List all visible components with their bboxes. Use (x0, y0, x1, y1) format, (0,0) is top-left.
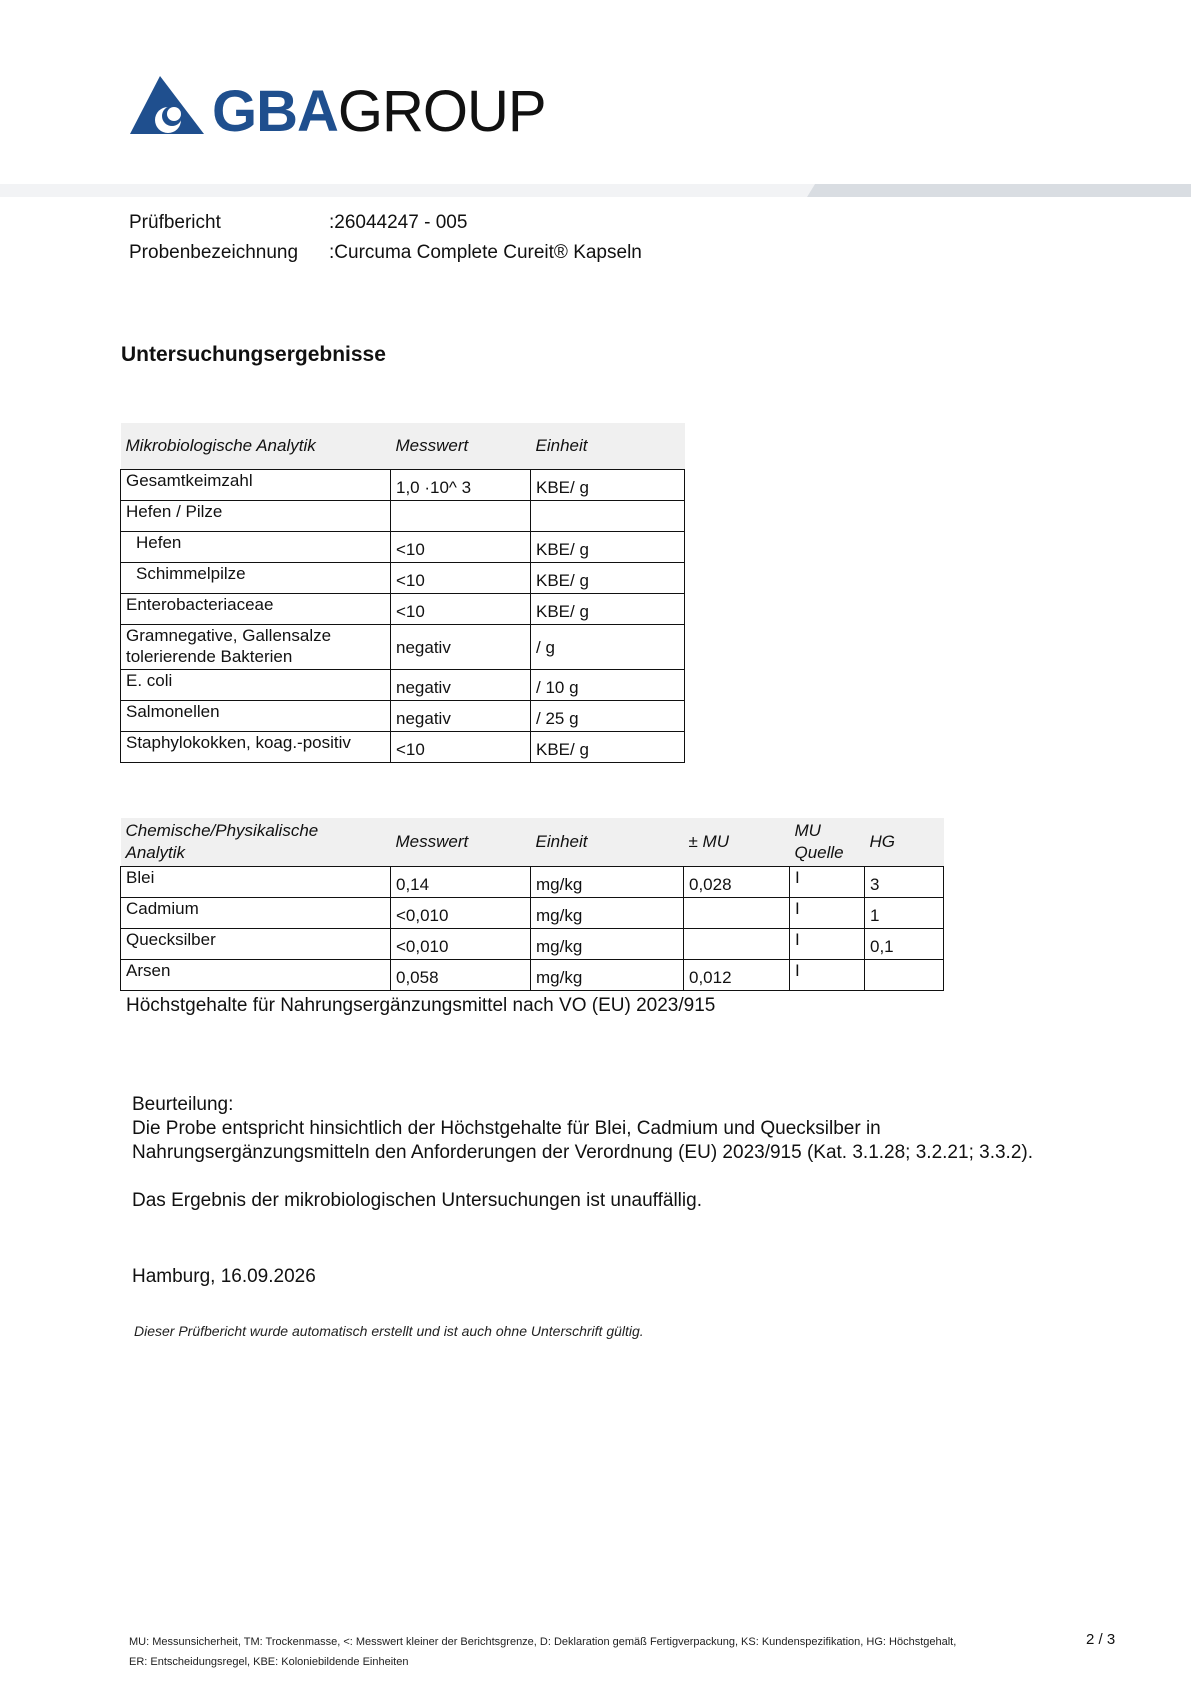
report-meta (129, 208, 642, 268)
micro-value: <10 (391, 532, 531, 563)
micro-unit (531, 501, 685, 532)
table-row (121, 670, 685, 701)
chem-hg: 1 (865, 898, 944, 929)
table-row (121, 470, 685, 501)
micro-name (121, 563, 391, 594)
footer-line-2: ER: Entscheidungsregel, KBE: Koloniebildende Einheiten (129, 1656, 409, 1668)
chem-mu: 0,012 (684, 960, 790, 991)
sample-label: Probenbezeichnung (129, 242, 299, 263)
micro-header-einheit: Einheit (531, 423, 685, 470)
chem-header-mu-quelle-line1: MU (794, 821, 821, 840)
micro-header-row (121, 423, 685, 470)
chem-unit: mg/kg (531, 898, 684, 929)
micro-header-messwert: Messwert (391, 423, 531, 470)
footer-legend (129, 1632, 1029, 1672)
assessment-line-3: Das Ergebnis der mikrobiologischen Untersuchungen ist unauffällig. (132, 1190, 702, 1211)
table-row (121, 532, 685, 563)
micro-value: negativ (391, 670, 531, 701)
micro-value (391, 501, 531, 532)
chem-unit: mg/kg (531, 867, 684, 898)
chem-hg (865, 960, 944, 991)
chem-hg: 3 (865, 867, 944, 898)
chem-header-mu: ± MU (684, 818, 790, 867)
report-number-row (129, 208, 642, 238)
table-row (121, 898, 944, 929)
chem-value: 0,058 (391, 960, 531, 991)
micro-value: <10 (391, 563, 531, 594)
micro-name-line2: tolerierende Bakterien (126, 647, 293, 666)
micro-value: <10 (391, 594, 531, 625)
micro-unit: / 25 g (531, 701, 685, 732)
chem-mu (684, 929, 790, 960)
logo-wordmark (212, 80, 546, 144)
table-row (121, 625, 685, 670)
table-row (121, 960, 944, 991)
company-logo (130, 76, 560, 146)
chem-table (120, 818, 944, 991)
chem-header-einheit: Einheit (531, 818, 684, 867)
assessment-line-1: Die Probe entspricht hinsichtlich der Höchstgehalte für Blei, Cadmium und Quecksilber in (132, 1118, 881, 1139)
micro-subname: Schimmelpilze (136, 564, 246, 583)
logo-brand-light: GROUP (337, 79, 546, 144)
chem-value: 0,14 (391, 867, 531, 898)
chem-hg: 0,1 (865, 929, 944, 960)
table-row (121, 594, 685, 625)
chem-header-messwert: Messwert (391, 818, 531, 867)
header-band (0, 184, 1191, 197)
micro-name: Hefen / Pilze (121, 501, 391, 532)
micro-unit: KBE/ g (531, 732, 685, 763)
chem-name: Cadmium (121, 898, 391, 929)
chem-header-row (121, 818, 944, 867)
micro-name: Enterobacteriaceae (121, 594, 391, 625)
logo-brand-bold: GBA (212, 79, 338, 144)
chem-mu: 0,028 (684, 867, 790, 898)
chem-mu-source: I (790, 898, 865, 929)
micro-value: negativ (391, 625, 531, 670)
micro-value: negativ (391, 701, 531, 732)
micro-unit: KBE/ g (531, 563, 685, 594)
micro-value: 1,0 ·10^ 3 (391, 470, 531, 501)
table-row (121, 867, 944, 898)
chem-header-mu-quelle-line2: Quelle (794, 843, 844, 862)
chem-mu-source: I (790, 960, 865, 991)
chem-header-analytik-line2: Analytik (125, 843, 186, 862)
assessment-block (132, 1093, 1132, 1213)
micro-name (121, 532, 391, 563)
chem-name: Arsen (121, 960, 391, 991)
chem-unit: mg/kg (531, 929, 684, 960)
table-row (121, 701, 685, 732)
assessment-line-2: Nahrungsergänzungsmitteln den Anforderungen der Verordnung (EU) 2023/915 (Kat. 3.1.28; 3.2.21; 3.3.2). (132, 1142, 1033, 1163)
chem-name: Quecksilber (121, 929, 391, 960)
micro-unit: KBE/ g (531, 532, 685, 563)
sample-row (129, 238, 642, 268)
micro-value: <10 (391, 732, 531, 763)
chem-value: <0,010 (391, 929, 531, 960)
micro-subname: Hefen (136, 533, 182, 552)
micro-name: E. coli (121, 670, 391, 701)
micro-unit: / 10 g (531, 670, 685, 701)
chem-header-mu-quelle (790, 818, 865, 867)
table-row (121, 563, 685, 594)
micro-unit: / g (531, 625, 685, 670)
micro-name: Salmonellen (121, 701, 391, 732)
chem-note: Höchstgehalte für Nahrungsergänzungsmittel nach VO (EU) 2023/915 (126, 995, 716, 1016)
micro-name-line1: Gramnegative, Gallensalze (126, 626, 332, 645)
micro-table (120, 423, 685, 763)
chem-mu-source: I (790, 867, 865, 898)
table-row (121, 732, 685, 763)
page-number: 2 / 3 (1086, 1631, 1116, 1648)
table-row (121, 501, 685, 532)
chem-value: <0,010 (391, 898, 531, 929)
assessment-heading: Beurteilung: (132, 1094, 234, 1115)
sample-value: :Curcuma Complete Cureit® Kapseln (329, 242, 642, 263)
chem-mu-source: I (790, 929, 865, 960)
chem-unit: mg/kg (531, 960, 684, 991)
footer-line-1: MU: Messunsicherheit, TM: Trockenmasse, <: Messwert kleiner der Berichtsgrenze, D: Deklaration gemäß Fertigverpackung, KS: Kundenspezifikation, HG: Höchstgehalt, (129, 1636, 957, 1648)
chem-header-hg: HG (865, 818, 944, 867)
chem-header-analytik (121, 818, 391, 867)
report-label: Prüfbericht (129, 212, 221, 233)
micro-name (121, 625, 391, 670)
chem-mu (684, 898, 790, 929)
micro-unit: KBE/ g (531, 594, 685, 625)
table-row (121, 929, 944, 960)
place-date: Hamburg, 16.09.2026 (132, 1266, 316, 1287)
logo-mark-icon (130, 76, 204, 138)
chem-name: Blei (121, 867, 391, 898)
auto-note: Dieser Prüfbericht wurde automatisch erstellt und ist auch ohne Unterschrift gültig. (134, 1323, 644, 1339)
micro-name: Staphylokokken, koag.-positiv (121, 732, 391, 763)
chem-header-analytik-line1: Chemische/Physikalische (125, 821, 319, 840)
report-value: :26044247 - 005 (329, 212, 468, 233)
micro-name: Gesamtkeimzahl (121, 470, 391, 501)
micro-header-analytik: Mikrobiologische Analytik (121, 423, 391, 470)
micro-unit: KBE/ g (531, 470, 685, 501)
section-title: Untersuchungsergebnisse (121, 343, 386, 366)
